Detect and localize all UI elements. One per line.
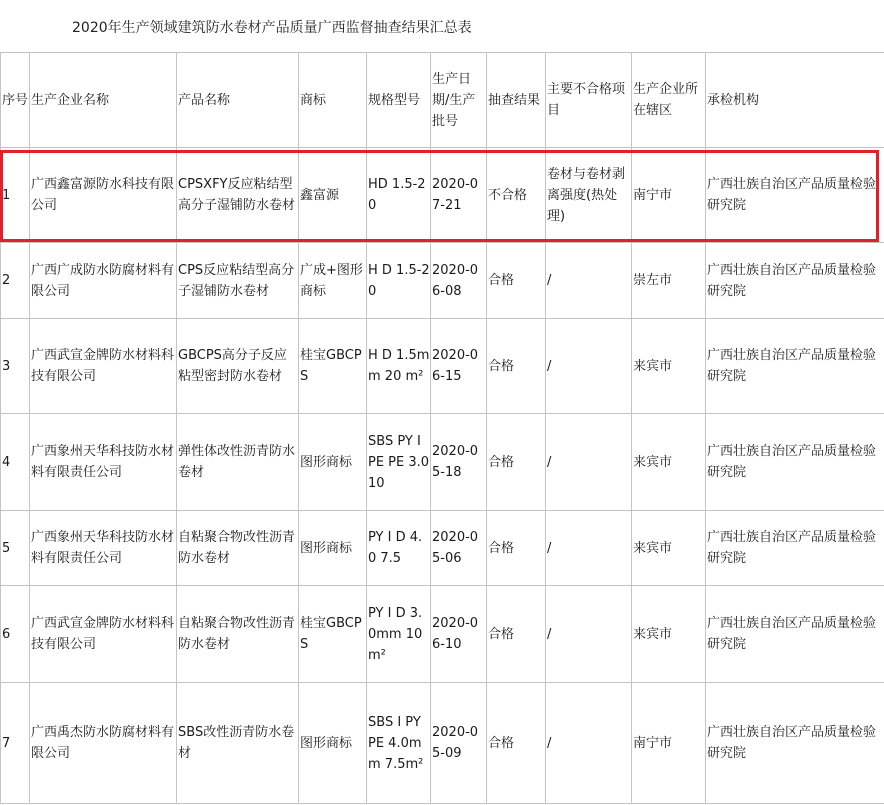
- table-cell: 图形商标: [299, 511, 367, 586]
- table-cell: 2020-06-10: [431, 586, 487, 683]
- table-cell: 合格: [487, 586, 546, 683]
- table-cell: 广西壮族自治区产品质量检验研究院: [706, 243, 884, 319]
- table-cell: 自粘聚合物改性沥青防水卷材: [177, 511, 299, 586]
- header-cell: 规格型号: [367, 53, 431, 148]
- table-cell: 广西壮族自治区产品质量检验研究院: [706, 511, 884, 586]
- table-cell: /: [546, 511, 632, 586]
- table-row: [1, 586, 884, 683]
- table-cell: 来宾市: [632, 319, 706, 414]
- table-cell: 广西禹杰防水防腐材料有限公司: [30, 683, 177, 804]
- table-row: [1, 148, 884, 243]
- table-cell: SBS改性沥青防水卷材: [177, 683, 299, 804]
- table-row: [1, 243, 884, 319]
- table-cell: GBCPS高分子反应粘型密封防水卷材: [177, 319, 299, 414]
- header-row: [1, 53, 884, 148]
- table-cell: 卷材与卷材剥离强度(热处理): [546, 148, 632, 243]
- table-cell: 广成+图形商标: [299, 243, 367, 319]
- table-cell: HD 1.5-20: [367, 148, 431, 243]
- header-cell: 商标: [299, 53, 367, 148]
- table-cell: 南宁市: [632, 683, 706, 804]
- table-cell: 弹性体改性沥青防水卷材: [177, 414, 299, 511]
- table-cell: 来宾市: [632, 586, 706, 683]
- header-cell: 生产企业名称: [30, 53, 177, 148]
- header-cell: 主要不合格项目: [546, 53, 632, 148]
- table-cell: 广西广成防水防腐材料有限公司: [30, 243, 177, 319]
- table-cell: 来宾市: [632, 414, 706, 511]
- table-cell: 广西鑫富源防水科技有限公司: [30, 148, 177, 243]
- table-cell: 广西壮族自治区产品质量检验研究院: [706, 319, 884, 414]
- table-cell: 合格: [487, 319, 546, 414]
- table-cell: 广西壮族自治区产品质量检验研究院: [706, 586, 884, 683]
- table-cell: PY I D 4.0 7.5: [367, 511, 431, 586]
- table-cell: 4: [1, 414, 30, 511]
- table-cell: 合格: [487, 414, 546, 511]
- table-cell: 合格: [487, 683, 546, 804]
- table-cell: PY I D 3.0mm 10 m²: [367, 586, 431, 683]
- table-cell: 2020-07-21: [431, 148, 487, 243]
- table-cell: 来宾市: [632, 511, 706, 586]
- table-cell: 广西武宣金牌防水材料科技有限公司: [30, 586, 177, 683]
- table-row: [1, 511, 884, 586]
- table-cell: 2020-06-15: [431, 319, 487, 414]
- table-cell: 1: [1, 148, 30, 243]
- header-cell: 承检机构: [706, 53, 884, 148]
- table-cell: 桂宝GBCPS: [299, 319, 367, 414]
- table-cell: 图形商标: [299, 414, 367, 511]
- header-cell: 产品名称: [177, 53, 299, 148]
- table-cell: /: [546, 683, 632, 804]
- table-cell: /: [546, 586, 632, 683]
- header-cell: 抽查结果: [487, 53, 546, 148]
- table-cell: 2020-05-18: [431, 414, 487, 511]
- table-cell: 2: [1, 243, 30, 319]
- header-cell: 生产企业所在辖区: [632, 53, 706, 148]
- table-cell: 合格: [487, 511, 546, 586]
- table-cell: SBS PY I PE PE 3.0 10: [367, 414, 431, 511]
- table-cell: /: [546, 414, 632, 511]
- table-cell: 6: [1, 586, 30, 683]
- table-cell: 广西武宣金牌防水材料科技有限公司: [30, 319, 177, 414]
- table-cell: H D 1.5mm 20 m²: [367, 319, 431, 414]
- table-cell: 崇左市: [632, 243, 706, 319]
- table-cell: SBS I PY PE 4.0mm 7.5m²: [367, 683, 431, 804]
- table-cell: 2020-06-08: [431, 243, 487, 319]
- table-cell: 2020-05-06: [431, 511, 487, 586]
- table-cell: 3: [1, 319, 30, 414]
- table-cell: 2020-05-09: [431, 683, 487, 804]
- table-cell: 自粘聚合物改性沥青防水卷材: [177, 586, 299, 683]
- table-cell: 桂宝GBCPS: [299, 586, 367, 683]
- table-cell: 广西壮族自治区产品质量检验研究院: [706, 414, 884, 511]
- table-cell: 合格: [487, 243, 546, 319]
- table-row: [1, 683, 884, 804]
- table-cell: 鑫富源: [299, 148, 367, 243]
- table-title: 2020年生产领域建筑防水卷材产品质量广西监督抽查结果汇总表: [72, 20, 472, 36]
- table-cell: /: [546, 243, 632, 319]
- header-cell: 序号: [1, 53, 30, 148]
- table-cell: 广西壮族自治区产品质量检验研究院: [706, 148, 884, 243]
- table-cell: 广西象州天华科技防水材料有限责任公司: [30, 511, 177, 586]
- table-cell: 5: [1, 511, 30, 586]
- table-cell: CPS反应粘结型高分子湿铺防水卷材: [177, 243, 299, 319]
- table-cell: 南宁市: [632, 148, 706, 243]
- table-cell: 广西壮族自治区产品质量检验研究院: [706, 683, 884, 804]
- table-cell: CPSXFY反应粘结型高分子湿铺防水卷材: [177, 148, 299, 243]
- table-cell: H D 1.5-20: [367, 243, 431, 319]
- results-table: [0, 52, 884, 804]
- table-cell: 不合格: [487, 148, 546, 243]
- table-cell: 7: [1, 683, 30, 804]
- table-cell: 广西象州天华科技防水材料有限责任公司: [30, 414, 177, 511]
- table-row: [1, 414, 884, 511]
- header-cell: 生产日期/生产批号: [431, 53, 487, 148]
- table-cell: /: [546, 319, 632, 414]
- table-cell: 图形商标: [299, 683, 367, 804]
- table-row: [1, 319, 884, 414]
